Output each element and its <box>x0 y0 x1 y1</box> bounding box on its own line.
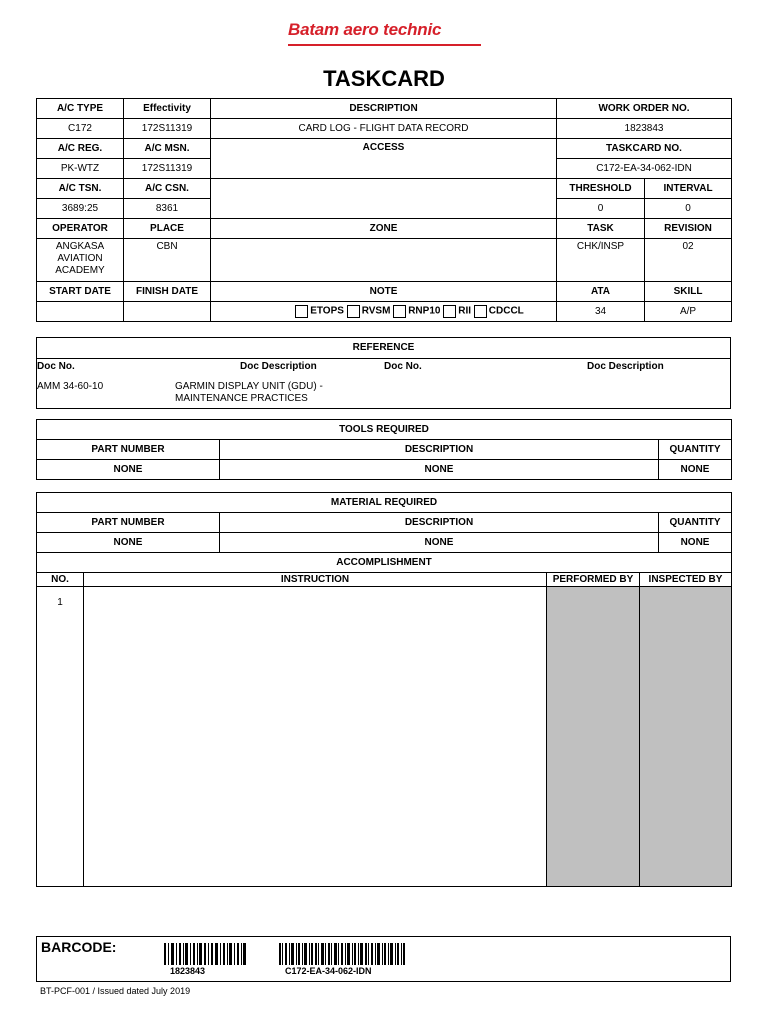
finish-date-value[interactable] <box>124 302 211 322</box>
rnp10-label: RNP10 <box>408 305 441 317</box>
company-logo <box>288 20 483 48</box>
material-part-number: NONE <box>37 533 220 553</box>
note-checkboxes <box>211 302 557 322</box>
access-label: ACCESS <box>211 139 557 179</box>
interval-label: INTERVAL <box>645 179 732 199</box>
tools-quantity-label: QUANTITY <box>659 440 732 460</box>
ac-csn-label: A/C CSN. <box>124 179 211 199</box>
accomplishment-title: ACCOMPLISHMENT <box>37 553 732 573</box>
note-label: NOTE <box>211 282 557 302</box>
access-value <box>211 179 557 219</box>
revision-label: REVISION <box>645 219 732 239</box>
ac-tsn-label: A/C TSN. <box>37 179 124 199</box>
reference-section <box>36 337 731 409</box>
page-title: TASKCARD <box>323 66 445 91</box>
zone-label: ZONE <box>211 219 557 239</box>
ref-doc-desc-label: Doc Description <box>240 361 317 372</box>
rvsm-label: RVSM <box>361 305 391 317</box>
tools-description-label: DESCRIPTION <box>220 440 659 460</box>
acc-performed-by-cell[interactable] <box>547 587 640 887</box>
ac-reg-label: A/C REG. <box>37 139 124 159</box>
effectivity-label: Effectivity <box>124 99 211 119</box>
barcode-2-text: C172-EA-34-062-IDN <box>285 966 372 976</box>
ac-type-label: A/C TYPE <box>37 99 124 119</box>
barcode-1-text: 1823843 <box>170 966 206 976</box>
effectivity-value: 172S11319 <box>124 119 211 139</box>
rvsm-checkbox[interactable] <box>347 305 360 318</box>
material-quantity: NONE <box>659 533 732 553</box>
ref-doc-no: AMM 34-60-10 <box>37 381 104 392</box>
barcode-1 <box>164 943 246 965</box>
skill-value: A/P <box>645 302 732 322</box>
work-order-value: 1823843 <box>557 119 732 139</box>
cdccl-checkbox[interactable] <box>474 305 487 318</box>
ac-msn-value: 172S11319 <box>124 159 211 179</box>
skill-label: SKILL <box>645 282 732 302</box>
zone-value <box>211 239 557 282</box>
logo-underline <box>288 44 481 46</box>
rii-label: RII <box>458 305 472 317</box>
material-table <box>36 492 732 573</box>
task-label: TASK <box>557 219 645 239</box>
barcode-2-bars <box>279 943 405 965</box>
accomplishment-table <box>36 572 732 887</box>
tools-description: NONE <box>220 460 659 480</box>
description-label: DESCRIPTION <box>211 99 557 119</box>
etops-label: ETOPS <box>310 305 344 317</box>
ref-doc-desc-label-2: Doc Description <box>587 361 664 372</box>
material-description-label: DESCRIPTION <box>220 513 659 533</box>
etops-checkbox[interactable] <box>295 305 308 318</box>
ref-doc-no-label: Doc No. <box>37 361 75 372</box>
material-title: MATERIAL REQUIRED <box>37 493 732 513</box>
finish-date-label: FINISH DATE <box>124 282 211 302</box>
barcode-1-bars <box>164 943 246 965</box>
acc-inspected-by-cell[interactable] <box>640 587 732 887</box>
material-part-number-label: PART NUMBER <box>37 513 220 533</box>
ac-type-value: C172 <box>37 119 124 139</box>
rnp10-checkbox[interactable] <box>393 305 406 318</box>
acc-performed-by-label: PERFORMED BY <box>547 573 640 587</box>
acc-row-no: 1 <box>37 587 84 887</box>
work-order-label: WORK ORDER NO. <box>557 99 732 119</box>
cdccl-label: CDCCL <box>488 305 524 317</box>
material-description: NONE <box>220 533 659 553</box>
interval-value: 0 <box>645 199 732 219</box>
tools-title: TOOLS REQUIRED <box>37 420 732 440</box>
taskcard-no-label: TASKCARD NO. <box>557 139 732 159</box>
tools-table <box>36 419 732 480</box>
place-label: PLACE <box>124 219 211 239</box>
description-value: CARD LOG - FLIGHT DATA RECORD <box>211 119 557 139</box>
logo-text: Batam aero technic <box>288 20 442 39</box>
barcode-section <box>36 936 731 982</box>
operator-label: OPERATOR <box>37 219 124 239</box>
start-date-label: START DATE <box>37 282 124 302</box>
revision-value: 02 <box>645 239 732 282</box>
acc-no-label: NO. <box>37 573 84 587</box>
ref-doc-no-label-2: Doc No. <box>384 361 422 372</box>
ata-value: 34 <box>557 302 645 322</box>
tools-quantity: NONE <box>659 460 732 480</box>
footer-text: BT-PCF-001 / Issued dated July 2019 <box>40 986 191 996</box>
acc-instruction-cell[interactable] <box>84 587 547 887</box>
reference-title: REFERENCE <box>37 338 730 359</box>
acc-instruction-label: INSTRUCTION <box>84 573 547 587</box>
taskcard-no-value: C172-EA-34-062-IDN <box>557 159 732 179</box>
ac-msn-label: A/C MSN. <box>124 139 211 159</box>
tools-part-number: NONE <box>37 460 220 480</box>
ac-reg-value: PK-WTZ <box>37 159 124 179</box>
acc-inspected-by-label: INSPECTED BY <box>640 573 732 587</box>
operator-value: ANGKASA AVIATION ACADEMY <box>37 239 124 282</box>
start-date-value[interactable] <box>37 302 124 322</box>
header-table <box>36 98 732 322</box>
place-value: CBN <box>124 239 211 282</box>
threshold-label: THRESHOLD <box>557 179 645 199</box>
ref-doc-desc: GARMIN DISPLAY UNIT (GDU) - MAINTENANCE PRACTICES <box>175 381 323 404</box>
material-quantity-label: QUANTITY <box>659 513 732 533</box>
barcode-label: BARCODE: <box>41 939 117 955</box>
ata-label: ATA <box>557 282 645 302</box>
threshold-value: 0 <box>557 199 645 219</box>
ac-csn-value: 8361 <box>124 199 211 219</box>
tools-part-number-label: PART NUMBER <box>37 440 220 460</box>
task-value: CHK/INSP <box>557 239 645 282</box>
rii-checkbox[interactable] <box>443 305 456 318</box>
barcode-2 <box>279 943 405 965</box>
ac-tsn-value: 3689:25 <box>37 199 124 219</box>
